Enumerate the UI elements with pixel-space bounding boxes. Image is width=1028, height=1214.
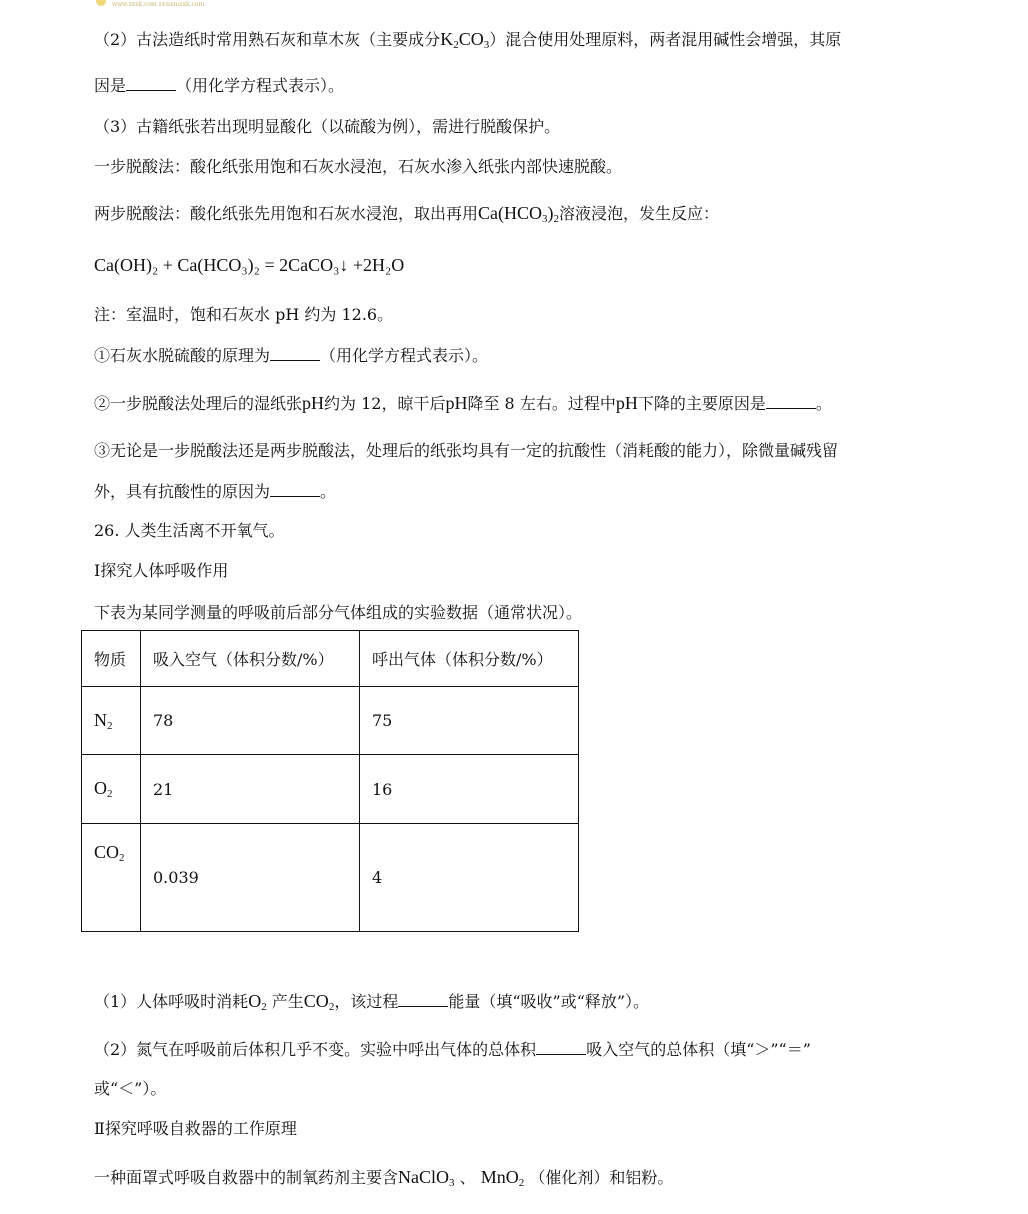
logo-icon	[96, 0, 106, 6]
answer-blank[interactable]	[270, 480, 320, 497]
q3-sub3-line1: ③无论是一步脱酸法还是两步脱酸法，处理后的纸张均具有一定的抗酸性（消耗酸的能力），除微量碱残留	[94, 441, 839, 460]
table-cell: $CO_2$	[82, 824, 141, 932]
table-row	[82, 755, 579, 824]
q26-sub2-line2: 或“＜”）。	[94, 1079, 167, 1098]
table-cell: 16	[360, 755, 579, 824]
gas-composition-table	[81, 630, 579, 932]
part1-heading: Ⅰ探究人体呼吸作用	[94, 561, 229, 580]
q3-two-step: 两步脱酸法：酸化纸张先用饱和石灰水浸泡，取出再用$Ca(HCO_3)_2$溶液浸泡，发生反应：	[94, 203, 720, 225]
q3-sub3-line2: 外，具有抗酸性的原因为 。	[94, 482, 337, 501]
table-cell: $N_2$	[82, 687, 141, 755]
table-header: 物质	[82, 631, 141, 687]
q26-title: 26. 人类生活离不开氧气。	[94, 521, 285, 540]
q3-intro: （3）古籍纸张若出现明显酸化（以硫酸为例），需进行脱酸保护。	[94, 117, 561, 136]
formula-ca-hco3-2: $Ca(HCO_3)_2$	[478, 203, 560, 225]
table-row	[82, 687, 579, 755]
table-header: 吸入空气（体积分数/%）	[141, 631, 360, 687]
q3-sub2: ②一步脱酸法处理后的湿纸张pH约为 12，晾干后pH降至 8 左右。过程中pH下降的主要原因是 。	[94, 393, 832, 413]
q2-line2: 因是 （用化学方程式表示）。	[94, 76, 345, 95]
table-cell: 21	[141, 755, 360, 824]
formula-k2co3: $K_2CO_3$	[440, 29, 490, 51]
q3-one-step: 一步脱酸法：酸化纸张用饱和石灰水浸泡，石灰水渗入纸张内部快速脱酸。	[94, 157, 623, 176]
part2-heading: Ⅱ探究呼吸自救器的工作原理	[94, 1119, 297, 1138]
q26-sub2-line1: （2）氮气在呼吸前后体积几乎不变。实验中呼出气体的总体积 吸入空气的总体积（填“＞”“＝”	[94, 1040, 811, 1059]
answer-blank[interactable]	[766, 392, 816, 409]
table-row	[82, 824, 579, 932]
answer-blank[interactable]	[398, 990, 448, 1007]
q26-sub1: （1）人体呼吸时消耗$O_2$ 产生$CO_2$，该过程 能量（填“吸收”或“释放”）。	[94, 991, 650, 1013]
table-cell: 78	[141, 687, 360, 755]
answer-blank[interactable]	[536, 1038, 586, 1055]
table-cell: $O_2$	[82, 755, 141, 824]
table-header-row	[82, 631, 579, 687]
answer-blank[interactable]	[270, 344, 320, 361]
table-cell: 75	[360, 687, 579, 755]
q3-sub1: ①石灰水脱硫酸的原理为 （用化学方程式表示）。	[94, 346, 489, 365]
watermark: www.zxxk.com zxjsxmxxk.com	[96, 0, 326, 6]
answer-blank[interactable]	[126, 74, 176, 91]
table-header: 呼出气体（体积分数/%）	[360, 631, 579, 687]
table-cell: 0.039	[141, 824, 360, 932]
q3-note: 注：室温时，饱和石灰水 pH 约为 12.6。	[94, 305, 394, 324]
table-cell: 4	[360, 824, 579, 932]
q2-line1: （2）古法造纸时常用熟石灰和草木灰（主要成分$K_2CO_3$）混合使用处理原料，两者混用碱性会增强，其原	[94, 29, 842, 51]
q26-last-line: 一种面罩式呼吸自救器中的制氧药剂主要含NaClO$_3$ 、 MnO$_2$ （催化剂）和铝粉。	[94, 1167, 674, 1189]
reaction-equation: Ca(OH)₂ + Ca(HCO₃)₂ = 2CaCO₃↓ +2H₂O	[94, 255, 405, 275]
table-intro: 下表为某同学测量的呼吸前后部分气体组成的实验数据（通常状况）。	[94, 603, 583, 622]
